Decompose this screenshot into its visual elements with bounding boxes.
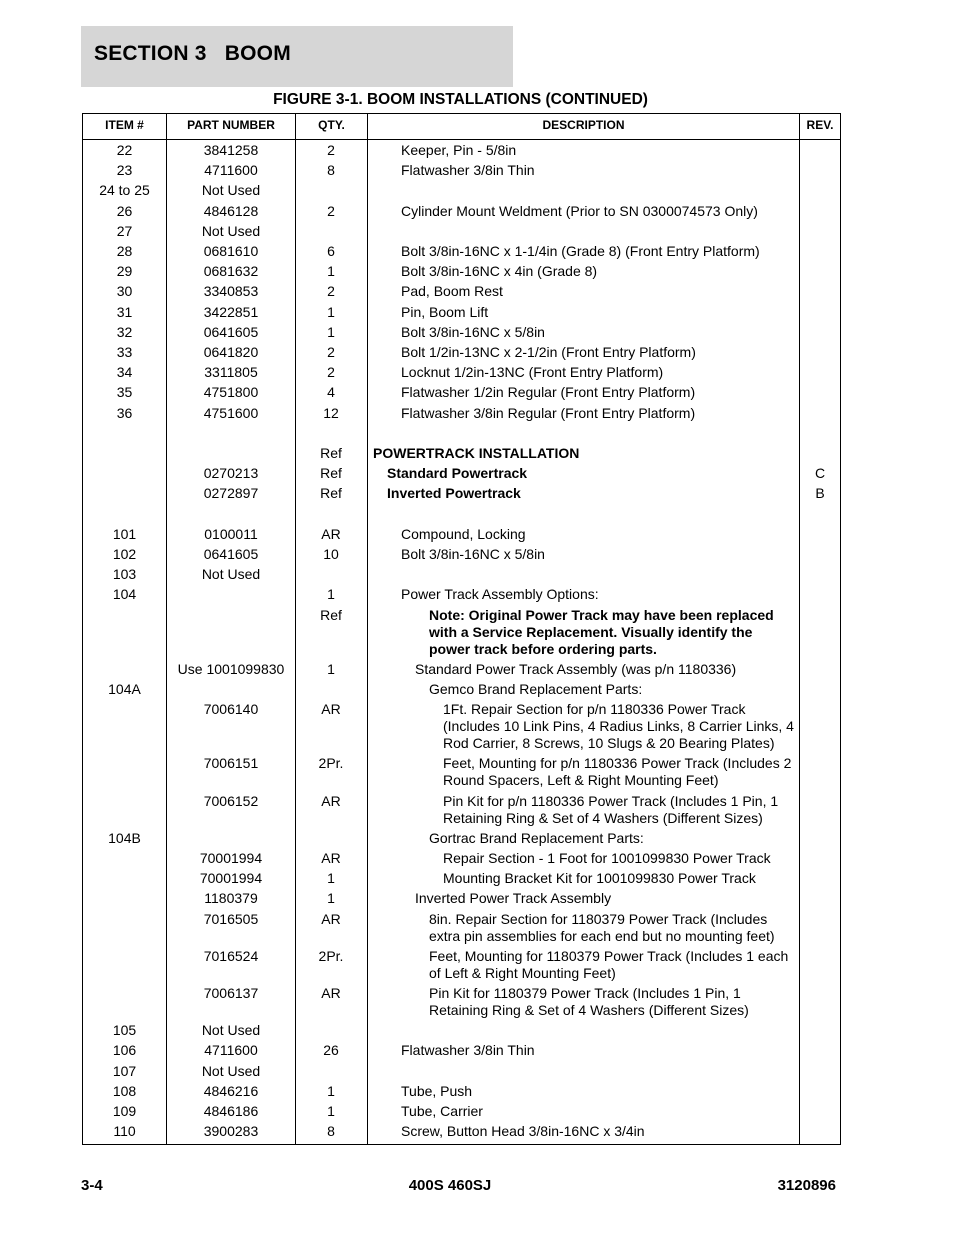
item-number: 22 — [116, 142, 133, 158]
description-line: Bolt 3/8in-16NC x 5/8in — [401, 546, 545, 562]
item-number: 104B — [108, 829, 141, 846]
description — [373, 830, 857, 847]
part-number: 3422851 — [203, 303, 259, 320]
quantity: 4 — [327, 384, 335, 401]
quantity: 6 — [327, 243, 335, 259]
description — [373, 142, 829, 159]
quantity: 1 — [327, 586, 335, 603]
revision: B — [815, 485, 825, 502]
part-number: 0681632 — [203, 263, 259, 280]
quantity: 2 — [327, 283, 335, 300]
description — [373, 384, 829, 401]
item-number: 34 — [116, 364, 133, 381]
description-line: Feet, Mounting for p/n 1180336 Power Track (Includes 2 — [443, 755, 792, 772]
quantity: 10 — [323, 546, 339, 562]
description — [373, 263, 829, 280]
description — [373, 546, 829, 563]
part-number: 70001994 — [199, 850, 263, 866]
description — [373, 526, 829, 543]
item-number: 35 — [116, 384, 133, 401]
part-number: 3340853 — [203, 283, 259, 300]
description-line: Tube, Carrier — [401, 1103, 483, 1119]
description — [373, 162, 829, 179]
part-number: 4751800 — [203, 384, 259, 401]
part-number: 3841258 — [203, 142, 259, 158]
quantity: 2 — [327, 364, 335, 381]
description — [373, 243, 829, 260]
document-number: 3120896 — [777, 1177, 836, 1194]
description — [373, 304, 829, 321]
description-line: Compound, Locking — [401, 525, 526, 542]
description-line: Tube, Push — [401, 1082, 473, 1099]
description — [373, 203, 829, 220]
part-number: Not Used — [201, 222, 261, 239]
quantity: 8 — [327, 162, 335, 179]
item-number: 109 — [112, 1103, 137, 1119]
header-qty: QTY. — [318, 118, 345, 132]
part-number: Not Used — [201, 182, 261, 199]
part-number: 4751600 — [203, 404, 259, 421]
item-number: 33 — [116, 344, 133, 360]
item-number: 24 to 25 — [99, 182, 150, 199]
header-rev: REV. — [806, 118, 834, 132]
part-number: 0641820 — [203, 344, 259, 360]
part-number: 7016505 — [203, 910, 259, 927]
quantity: AR — [321, 525, 341, 542]
part-number: 4846186 — [203, 1103, 259, 1119]
description — [373, 755, 871, 789]
description — [373, 793, 871, 827]
part-number: Not Used — [201, 1022, 261, 1039]
description-line: Flatwasher 3/8in Regular (Front Entry Platform) — [401, 404, 696, 421]
description-line: Pad, Boom Rest — [401, 283, 503, 300]
quantity: 2 — [327, 202, 335, 219]
description-line: Flatwasher 3/8in Thin — [401, 162, 535, 179]
item-number: 106 — [112, 1042, 137, 1059]
part-number: 3311805 — [204, 364, 258, 381]
part-number: 7006151 — [203, 755, 259, 772]
revision: C — [814, 465, 826, 482]
part-number: Use 1001099830 — [177, 660, 285, 677]
quantity: 2 — [327, 142, 335, 158]
part-number: 7006152 — [203, 792, 259, 809]
item-number: 105 — [112, 1022, 137, 1039]
description — [373, 1123, 829, 1140]
description-line: Rod Carrier, 8 Screws, 10 Slugs & 20 Bearing Plates) — [443, 735, 775, 752]
item-number: 29 — [116, 263, 133, 280]
description-line: Pin Kit for 1180379 Power Track (Includes 1 Pin, 1 — [429, 985, 741, 1001]
part-number: 0272897 — [203, 485, 259, 502]
quantity: AR — [321, 701, 341, 718]
item-number: 108 — [112, 1082, 137, 1099]
item-number: 28 — [116, 243, 133, 259]
description-line: Gortrac Brand Replacement Parts: — [429, 829, 644, 846]
description-line: Flatwasher 3/8in Thin — [401, 1042, 535, 1059]
description-line: Pin, Boom Lift — [401, 303, 489, 320]
quantity: 1 — [327, 263, 335, 280]
item-number: 103 — [112, 566, 137, 583]
item-number: 32 — [116, 323, 133, 340]
header-part-number: PART NUMBER — [187, 118, 275, 132]
description — [373, 283, 829, 300]
quantity: 1 — [327, 1082, 335, 1099]
description-line: Gemco Brand Replacement Parts: — [429, 681, 643, 697]
description — [373, 465, 815, 482]
item-number: 110 — [113, 1123, 136, 1140]
part-number: 4846216 — [203, 1082, 259, 1099]
description-line: Feet, Mounting for 1180379 Power Track (Includes 1 each — [429, 947, 789, 964]
description — [373, 661, 843, 678]
quantity: 26 — [323, 1042, 339, 1059]
description-line: with a Service Replacement. Visually identify the — [429, 623, 753, 640]
quantity: Ref — [320, 606, 342, 623]
quantity: Ref — [320, 485, 342, 502]
item-number: 36 — [116, 404, 133, 421]
description — [373, 364, 829, 381]
description — [373, 701, 871, 752]
description-line: Standard Power Track Assembly (was p/n 1180336) — [415, 660, 737, 677]
item-number: 31 — [116, 303, 133, 320]
header-item: ITEM # — [105, 118, 144, 132]
part-number: 0270213 — [203, 465, 259, 482]
model-label: 400S 460SJ — [408, 1177, 492, 1194]
quantity: AR — [321, 792, 341, 809]
description — [373, 445, 801, 462]
header-description: DESCRIPTION — [542, 118, 625, 132]
description-line: Bolt 1/2in-13NC x 2-1/2in (Front Entry Platform) — [401, 344, 696, 360]
description — [373, 1083, 829, 1100]
part-number: 7016524 — [203, 947, 259, 964]
column-divider — [367, 114, 368, 1144]
description — [373, 850, 871, 867]
description-line: Inverted Power Track Assembly — [415, 890, 612, 907]
part-number: 4846128 — [203, 202, 259, 219]
part-number: 0641605 — [203, 546, 259, 562]
quantity: 12 — [323, 404, 339, 421]
part-number: Not Used — [201, 566, 261, 583]
figure-title: FIGURE 3-1. BOOM INSTALLATIONS (CONTINUED) — [273, 91, 648, 108]
quantity: 8 — [327, 1123, 335, 1140]
item-number: 101 — [112, 525, 137, 542]
description-line: Locknut 1/2in-13NC (Front Entry Platform) — [401, 364, 664, 381]
item-number: 104 — [112, 586, 137, 603]
quantity: Ref — [320, 445, 342, 461]
description-line: 1Ft. Repair Section for p/n 1180336 Power Track — [443, 701, 746, 718]
quantity: 1 — [327, 890, 335, 907]
description-line: of Left & Right Mounting Feet) — [429, 964, 616, 981]
description-line: Flatwasher 1/2in Regular (Front Entry Platform) — [401, 384, 696, 401]
description — [373, 586, 829, 603]
description — [373, 890, 843, 907]
part-number: 0681610 — [203, 243, 259, 259]
description — [373, 948, 857, 982]
item-number: 23 — [116, 162, 133, 179]
description-line: Mounting Bracket Kit for 1001099830 Power Track — [443, 870, 756, 887]
quantity: 2Pr. — [318, 755, 344, 772]
item-number: 107 — [112, 1062, 137, 1079]
quantity: Ref — [320, 465, 342, 482]
section-title: SECTION 3 BOOM — [94, 42, 291, 65]
part-number: 1180379 — [204, 890, 258, 907]
description — [373, 344, 829, 361]
part-number: 3900283 — [203, 1123, 259, 1140]
item-number: 30 — [116, 283, 133, 300]
quantity: AR — [321, 910, 341, 927]
description-line: Repair Section - 1 Foot for 1001099830 Power Track — [443, 850, 771, 866]
description-line: Bolt 3/8in-16NC x 5/8in — [401, 323, 545, 340]
description — [373, 1103, 829, 1120]
description-line: 8in. Repair Section for 1180379 Power Track (Includes — [429, 910, 768, 927]
description-line: Note: Original Power Track may have been replaced — [429, 606, 774, 623]
part-number: 4711600 — [204, 1042, 258, 1059]
header-divider — [83, 139, 840, 140]
description — [373, 681, 857, 698]
quantity: AR — [321, 850, 341, 866]
description — [373, 911, 857, 945]
description — [373, 1042, 829, 1059]
description-line: (Includes 10 Link Pins, 4 Radius Links, 8 Carrier Links, 4 — [443, 718, 794, 735]
description-line: Bolt 3/8in-16NC x 4in (Grade 8) — [401, 263, 598, 280]
quantity: 1 — [327, 660, 335, 677]
description-line: Cylinder Mount Weldment (Prior to SN 0300074573 Only) — [401, 202, 758, 219]
description-line: power track before ordering parts. — [429, 640, 657, 657]
part-number: 7006140 — [203, 701, 259, 718]
quantity: 1 — [327, 870, 335, 887]
description-line: Power Track Assembly Options: — [401, 586, 599, 603]
item-number: 102 — [112, 546, 137, 562]
quantity: AR — [321, 985, 341, 1001]
part-number: 7006137 — [203, 985, 259, 1001]
quantity: 1 — [327, 303, 335, 320]
description-line: Standard Powertrack — [387, 465, 528, 482]
part-number: 0641605 — [203, 323, 259, 340]
quantity: 1 — [327, 1103, 335, 1119]
description-line: Pin Kit for p/n 1180336 Power Track (Includes 1 Pin, 1 — [443, 792, 779, 809]
description-line: Screw, Button Head 3/8in-16NC x 3/4in — [401, 1123, 645, 1140]
description-line: Retaining Ring & Set of 4 Washers (Different Sizes) — [429, 1002, 749, 1018]
quantity: 2Pr. — [318, 947, 344, 964]
part-number: 4711600 — [204, 162, 258, 179]
item-number: 27 — [116, 222, 133, 239]
parts-table — [82, 113, 841, 1145]
description — [373, 870, 871, 887]
description-line: Keeper, Pin - 5/8in — [401, 142, 517, 158]
part-number: Not Used — [201, 1062, 261, 1079]
description-line: POWERTRACK INSTALLATION — [373, 445, 580, 461]
description-line: Inverted Powertrack — [387, 485, 521, 502]
description — [373, 405, 829, 422]
part-number: 0100011 — [204, 525, 258, 542]
description — [373, 985, 857, 1019]
item-number: 104A — [108, 681, 141, 697]
description-line: Retaining Ring & Set of 4 Washers (Different Sizes) — [443, 809, 763, 826]
description-line: Round Spacers, Left & Right Mounting Feet) — [443, 772, 719, 789]
quantity: 1 — [327, 323, 335, 340]
quantity: 2 — [327, 344, 335, 360]
description — [373, 485, 815, 502]
description-line: extra pin assemblies for each end but no mounting feet) — [429, 927, 775, 944]
description — [373, 324, 829, 341]
description — [373, 607, 857, 658]
page-number: 3-4 — [81, 1177, 103, 1194]
item-number: 26 — [116, 202, 133, 219]
description-line: Bolt 3/8in-16NC x 1-1/4in (Grade 8) (Front Entry Platform) — [401, 243, 760, 259]
part-number: 70001994 — [199, 870, 263, 887]
